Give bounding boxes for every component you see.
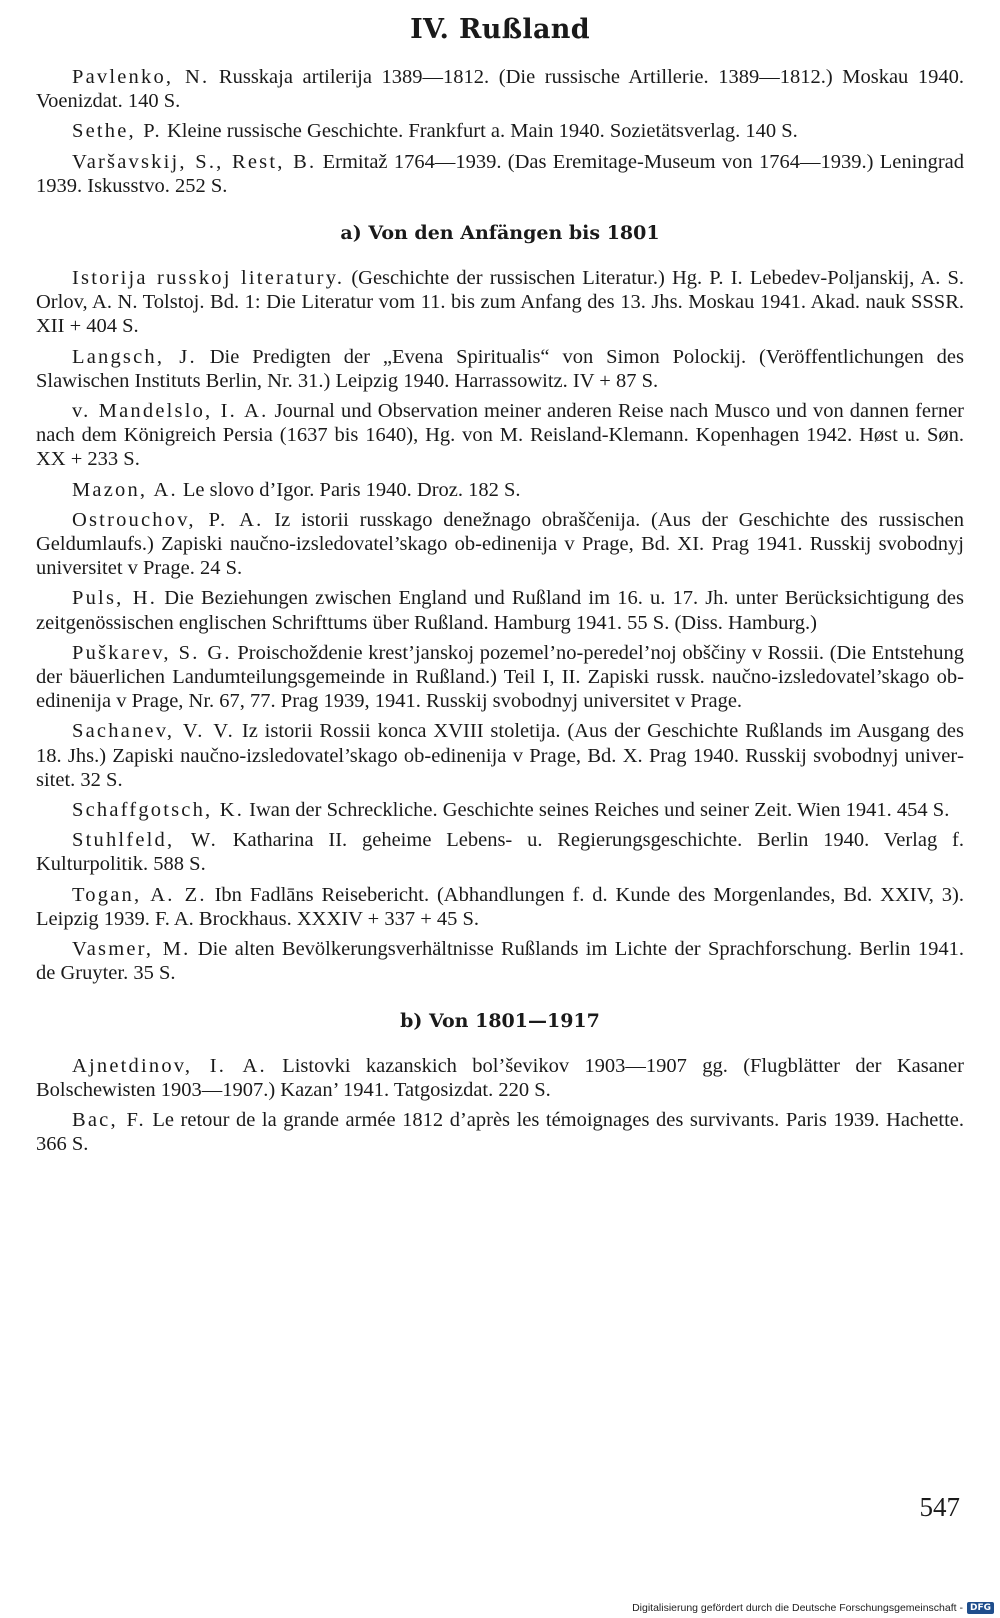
entry-text: Iz istorii Rossii konca XVIII stoletija. (Aus der Geschichte Rußlands im Ausgang des 18. Jhs.) Zapiski naučno-izsledovatel’skago ob-edinenija v Prage, Bd. X. Prag 1940. Russkij svobodnyj universitet. 32 S. xyxy=(36,720,964,791)
section-a-entries xyxy=(36,266,964,985)
entry-text: Ibn Fadlāns Reisebericht. (Abhandlungen f. d. Kunde des Morgenlandes, Bd. XXIV, 3). Leipzig 1939. F. A. Brockhaus. XXXIV + 337 + 45 S. xyxy=(36,883,964,930)
entry-author: Schaffgotsch, K. xyxy=(72,799,245,822)
bibliography-entry xyxy=(36,883,964,931)
entry-author: Mazon, A. xyxy=(72,478,178,501)
footer-text: Digitalisierung gefördert durch die Deutsche Forschungsgemeinschaft - xyxy=(632,1602,963,1614)
entry-author: Istorija russkoj literatury. xyxy=(72,267,345,290)
bibliography-entry xyxy=(36,478,964,502)
entry-author: Puškarev, S. G. xyxy=(72,641,232,664)
entry-text: Le retour de la grande armée 1812 d’après les témoignages des survivants. Paris 1939. Hachette. 366 S. xyxy=(36,1108,964,1156)
entry-text: Journal und Observation meiner anderen Reise nach Musco und von dannen ferner nach dem Königreich Persia (1637 bis 1640), Hg. von M. Reisland-Klemann. Kopenhagen 1942. Høst u. Søn. XX + 233 S. xyxy=(36,400,965,471)
chapter-title: IV. Rußland xyxy=(410,14,590,45)
entry-author: Puls, H. xyxy=(72,587,158,610)
bibliography-entry xyxy=(36,828,964,876)
bibliography-entry xyxy=(36,798,964,822)
bibliography-entry xyxy=(36,1054,964,1102)
bibliography-entry xyxy=(36,150,964,198)
entry-text: Iwan der Schreckliche. Geschichte seines Reiches und seiner Zeit. Wien 1941. 454 S. xyxy=(244,799,950,822)
document-page xyxy=(36,14,964,1162)
entry-text: Katharina II. geheime Lebens- u. Regierungsgeschichte. Berlin 1940. Verlag f. Kulturpolitik. 588 S. xyxy=(36,829,964,876)
entry-author: Pavlenko, N. xyxy=(72,66,210,88)
entry-author: Vasmer, M. xyxy=(72,938,191,961)
entry-author: Togan, A. Z. xyxy=(72,883,207,906)
bibliography-entry xyxy=(36,119,964,143)
bibliography-entry xyxy=(36,508,964,581)
bibliography-entry xyxy=(36,937,964,985)
entry-author: Varšavskij, S., Rest, B. xyxy=(72,150,317,173)
entry-author: Stuhlfeld, W. xyxy=(72,829,218,852)
entry-text: Proischoždenie krest’janskoj pozemel’no-peredel’noj obščiny v Rossii. (Die Entstehung der bäuerlichen Landumteilungsgemeinde in Rußland.) Teil I, II. Zapiski russk. naučno-izsledovatel’skago ob-edinenija v Prage, Nr. 67, 77. Prag 1939, 1941. Russkij svobodnyj universitet v Prage. xyxy=(36,641,965,713)
entry-author: Sachanev, V. V. xyxy=(72,720,235,743)
intro-entries xyxy=(36,65,964,198)
entry-author: Langsch, J. xyxy=(72,345,197,368)
page-number: 547 xyxy=(919,1492,960,1522)
entry-text: Die alten Bevölkerungsverhältnisse Rußlands im Lichte der Sprachforschung. Berlin 1941. de Gruyter. 35 S. xyxy=(36,938,964,985)
entry-text: Listovki kazanskich bol’ševikov 1903—1907 gg. (Flugblätter der Kasaner Bolschewisten 1903—1907.) Kazan’ 1941. Tatgosizdat. 220 S. xyxy=(36,1054,964,1101)
bibliography-entry xyxy=(36,641,964,714)
section-heading-b: b) Von 1801—1917 xyxy=(400,1009,600,1032)
entry-text: (Geschichte der russischen Literatur.) Hg. P. I. Lebedev-Poljanskij, A. S. Orlov, A. N. Tolstoj. Bd. 1: Die Literatur vom 11. bis zum Anfang des 13. Jhs. Moskau 1941. Akad. nauk SSSR. XII + 404 S. xyxy=(36,267,965,338)
section-heading-a: a) Von den Anfängen bis 1801 xyxy=(340,222,660,245)
bibliography-entry xyxy=(36,586,964,634)
digitization-footer xyxy=(632,1602,994,1614)
bibliography-entry xyxy=(36,65,964,113)
entry-text: Die Beziehungen zwischen England und Rußland im 16. u. 17. Jh. unter Berücksichtigung des zeitgenössischen englischen Schrifttums über Rußland. Hamburg 1941. 55 S. (Diss. Hamburg.) xyxy=(36,587,964,634)
entry-author: Bac, F. xyxy=(72,1108,146,1131)
entry-text: Iz istorii russkago denežnago obraščenija. (Aus der Geschichte des russischen Geldumlaufs.) Zapiski naučno-izsledovatel’skago ob-edinenija v Prage, Bd. XI. Prag 1941. Russkij svobodnyj universitet v Prage. 24 S. xyxy=(36,508,964,580)
bibliography-entry xyxy=(36,399,964,472)
entry-text: Kleine russische Geschichte. Frankfurt a. Main 1940. Sozietätsverlag. 140 S. xyxy=(161,120,798,143)
bibliography-entry xyxy=(36,1108,964,1156)
bibliography-entry xyxy=(36,719,964,792)
bibliography-entry xyxy=(36,345,964,393)
entry-author: v. Mandelslo, I. A. xyxy=(72,400,269,423)
dfg-logo-icon: DFG xyxy=(967,1602,994,1614)
entry-text: Le slovo d’Igor. Paris 1940. Droz. 182 S. xyxy=(177,478,521,501)
entry-text: Ermitaž 1764—1939. (Das Eremitage-Museum von 1764—1939.) Leningrad 1939. Iskusstvo. 252 S. xyxy=(36,150,965,197)
entry-author: Ajnetdinov, I. A. xyxy=(72,1054,267,1077)
section-b-entries xyxy=(36,1054,964,1157)
bibliography-entry xyxy=(36,266,964,339)
entry-author: Ostrouchov, P. A. xyxy=(72,508,264,531)
entry-text: Die Predigten der „Evena Spiritualis“ von Simon Polockij. (Veröffentlichungen des Slawischen Instituts Berlin, Nr. 31.) Leipzig 1940. Harrassowitz. IV + 87 S. xyxy=(36,345,964,392)
entry-author: Sethe, P. xyxy=(72,120,162,143)
entry-text: Russkaja artilerija 1389—1812. (Die russische Artillerie. 1389—1812.) Moskau 1940. Voenizdat. 140 S. xyxy=(36,66,965,113)
